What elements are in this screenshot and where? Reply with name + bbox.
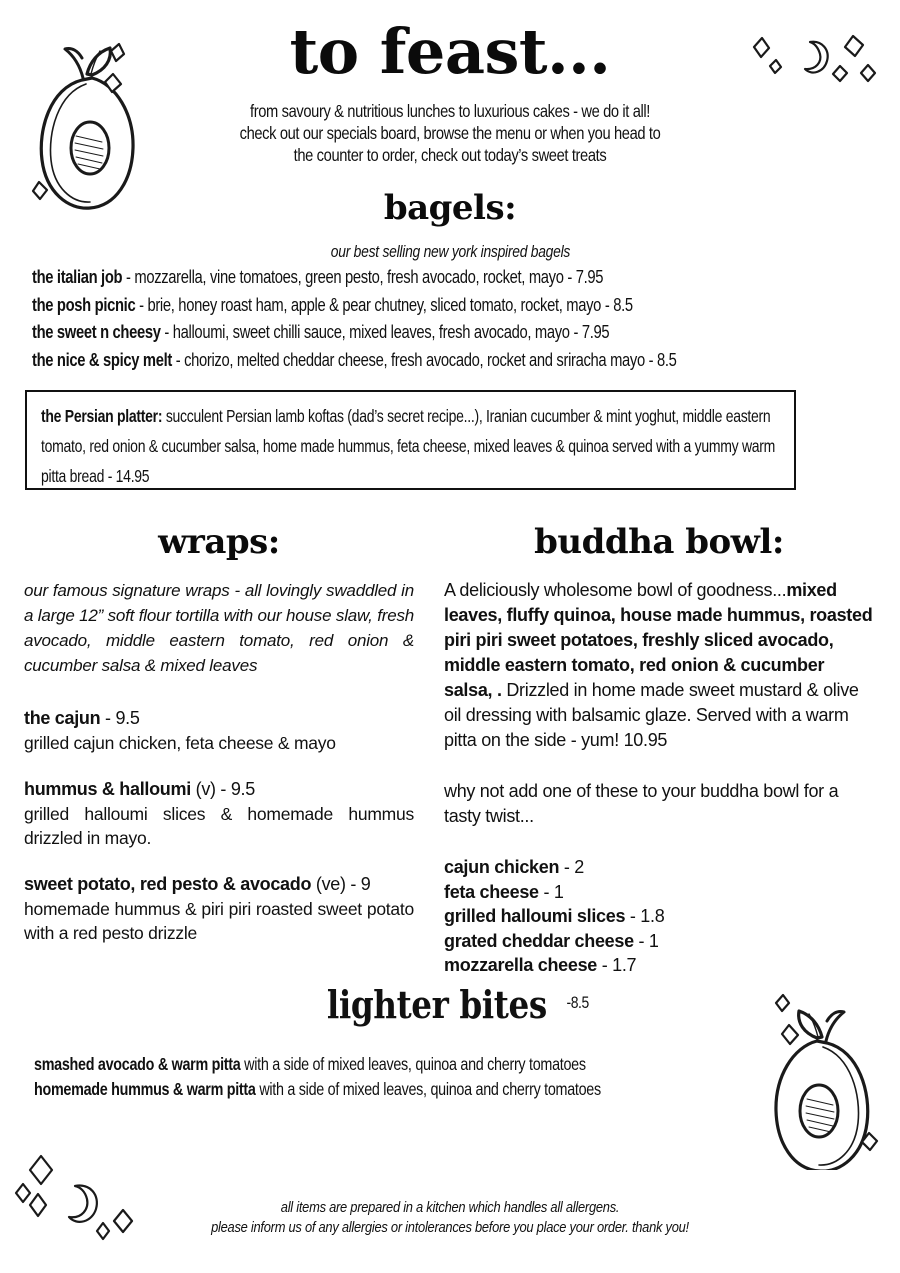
wrap-suffix: (ve)	[311, 874, 346, 894]
wraps-column	[24, 578, 414, 967]
bagel-item	[32, 264, 872, 292]
addon-name: cajun chicken	[444, 857, 560, 877]
allergen-footer-line-1: all items are prepared in a kitchen which handles all allergens.	[280, 1199, 620, 1216]
bagels-list	[32, 264, 872, 374]
bagel-desc: chorizo, melted cheddar cheese, fresh avocado, rocket and sriracha mayo - 8.5	[184, 349, 677, 370]
section-heading-buddha-bowl	[444, 522, 874, 562]
allergen-footer	[150, 1198, 750, 1238]
wrap-name-row	[24, 706, 414, 730]
bagel-desc: mozzarella, vine tomatoes, green pesto, fresh avocado, rocket, mayo - 7.95	[134, 267, 604, 287]
bagel-name: the nice & spicy melt	[32, 349, 172, 370]
wrap-item	[24, 872, 414, 945]
buddha-bowl-addons-list	[444, 855, 874, 978]
bagel-desc: halloumi, sweet chilli sauce, mixed leaves, fresh avocado, mayo - 7.95	[172, 322, 610, 342]
section-heading-bagels	[0, 188, 900, 228]
addon-sep: -	[597, 955, 613, 975]
addon-sep: -	[559, 857, 575, 877]
section-heading-wraps	[24, 522, 414, 562]
wrap-suffix: (v)	[190, 779, 216, 799]
wrap-name-row	[24, 777, 414, 801]
bagel-item	[32, 319, 872, 347]
bagel-sep: -	[171, 349, 185, 370]
wrap-price-sep: -	[215, 779, 231, 799]
page-title-text: to feast...	[289, 15, 611, 88]
page-title	[0, 15, 900, 88]
addon-name: grilled halloumi slices	[444, 906, 626, 926]
buddha-bowl-desc-bold: mixed leaves, fluffy quinoa, house made hummus, roasted piri piri sweet potatoes, freshly sliced avocado, middle eastern tomato, red onion & cucumber salsa, .	[444, 580, 873, 700]
wrap-price-sep: -	[100, 708, 116, 728]
bagel-item	[32, 347, 872, 375]
sparkle-moon-cluster-bottom-left	[10, 1148, 160, 1248]
bagel-name: the italian job	[32, 267, 123, 287]
addon-price: 2	[574, 857, 584, 877]
addon-name: grated cheddar cheese	[444, 930, 634, 951]
wrap-item	[24, 706, 414, 755]
addon-name: mozzarella cheese	[444, 955, 597, 975]
bagel-item	[32, 292, 872, 320]
buddha-bowl-addon-prompt: why not add one of these to your buddha bowl for a tasty twist...	[444, 781, 839, 826]
bagels-subheading	[0, 243, 900, 262]
addon-item	[444, 904, 874, 929]
wrap-name: hummus & halloumi	[24, 779, 191, 799]
lighter-bites-desc: with a side of mixed leaves, quinoa and cherry tomatoes	[255, 1079, 601, 1099]
buddha-bowl-description	[444, 578, 874, 753]
wrap-price: 9.5	[115, 708, 140, 728]
lighter-bites-price: -8.5	[566, 993, 590, 1012]
persian-platter-box	[25, 390, 796, 490]
wrap-item	[24, 777, 414, 850]
lighter-bites-name: homemade hummus & warm pitta	[34, 1079, 256, 1099]
bagel-name: the posh picnic	[32, 294, 136, 315]
buddha-bowl-desc-tail: Drizzled in home made sweet mustard & olive oil dressing with balsamic glaze. Served with a warm pitta on the side - yum! 10.95	[444, 680, 859, 750]
lighter-bites-item	[34, 1052, 874, 1077]
lighter-bites-list	[34, 1052, 874, 1102]
lighter-bites-desc: with a side of mixed leaves, quinoa and cherry tomatoes	[240, 1054, 586, 1074]
addon-sep: -	[625, 906, 641, 926]
persian-platter-description: succulent Persian lamb koftas (dad’s secret recipe...), Iranian cucumber & mint yoghut, middle eastern tomato, red onion & cucumber salsa, home made hummus, feta cheese, mixed leaves & quinoa served with a yummy warm pitta bread - 14.95	[41, 406, 776, 486]
bagels-subheading-text: our best selling new york inspired bagels	[330, 243, 570, 261]
addon-price: 1	[553, 881, 564, 902]
addon-sep: -	[633, 930, 649, 951]
wraps-intro: our famous signature wraps - all lovingly swaddled in a large 12” soft flour tortilla with our house slaw, fresh avocado, middle eastern tomato, red onion & cucumber salsa & mixed leaves	[24, 581, 414, 675]
addon-sep: -	[538, 881, 554, 902]
bagel-desc: brie, honey roast ham, apple & pear chutney, sliced tomato, rocket, mayo - 8.5	[147, 294, 633, 315]
wrap-price: 9.5	[230, 779, 255, 799]
addon-item	[444, 929, 874, 954]
wrap-name: sweet potato, red pesto & avocado	[24, 874, 312, 894]
bagel-sep: -	[122, 267, 135, 287]
persian-platter-text	[41, 401, 900, 491]
tagline-line-1: from savoury & nutritious lunches to luxurious cakes - we do it all!	[250, 101, 650, 121]
lighter-bites-name: smashed avocado & warm pitta	[34, 1054, 241, 1074]
bagel-sep: -	[160, 322, 173, 342]
wrap-desc: grilled cajun chicken, feta cheese & mayo	[24, 733, 336, 753]
allergen-footer-line-2: please inform us of any allergies or intolerances before you place your order. thank you!	[211, 1219, 689, 1236]
addon-item	[444, 880, 874, 905]
tagline-line-2: check out our specials board, browse the menu or when you head to	[239, 123, 661, 143]
buddha-bowl-heading-text: buddha bowl:	[534, 522, 784, 562]
bagel-name: the sweet n cheesy	[32, 322, 161, 342]
bagel-sep: -	[135, 294, 148, 315]
wraps-heading-text: wraps:	[158, 522, 280, 562]
buddha-bowl-desc-lead: A deliciously wholesome bowl of goodness...	[444, 580, 787, 600]
addon-price: 1.7	[612, 955, 637, 975]
addon-name: feta cheese	[444, 881, 539, 902]
addon-price: 1	[648, 930, 659, 951]
tagline	[150, 100, 750, 166]
addon-item	[444, 953, 874, 978]
wrap-desc: homemade hummus & piri piri roasted sweet potato with a red pesto drizzle	[24, 899, 414, 943]
lighter-bites-heading-text: lighter bites	[326, 982, 547, 1027]
wrap-name: the cajun	[24, 708, 101, 728]
wrap-name-row	[24, 872, 414, 896]
addon-item	[444, 855, 874, 880]
buddha-bowl-column	[444, 578, 874, 978]
persian-platter-name: the Persian platter:	[41, 406, 163, 426]
section-heading-lighter-bites	[0, 980, 900, 1029]
lighter-bites-item	[34, 1077, 874, 1102]
bagels-heading-text: bagels:	[383, 188, 517, 228]
addon-price: 1.8	[640, 906, 665, 926]
wrap-desc: grilled halloumi slices & homemade hummus drizzled in mayo.	[24, 804, 414, 848]
tagline-line-3: the counter to order, check out today’s sweet treats	[293, 145, 607, 165]
wrap-price-sep: -	[345, 874, 361, 894]
wrap-price: 9	[360, 874, 371, 894]
